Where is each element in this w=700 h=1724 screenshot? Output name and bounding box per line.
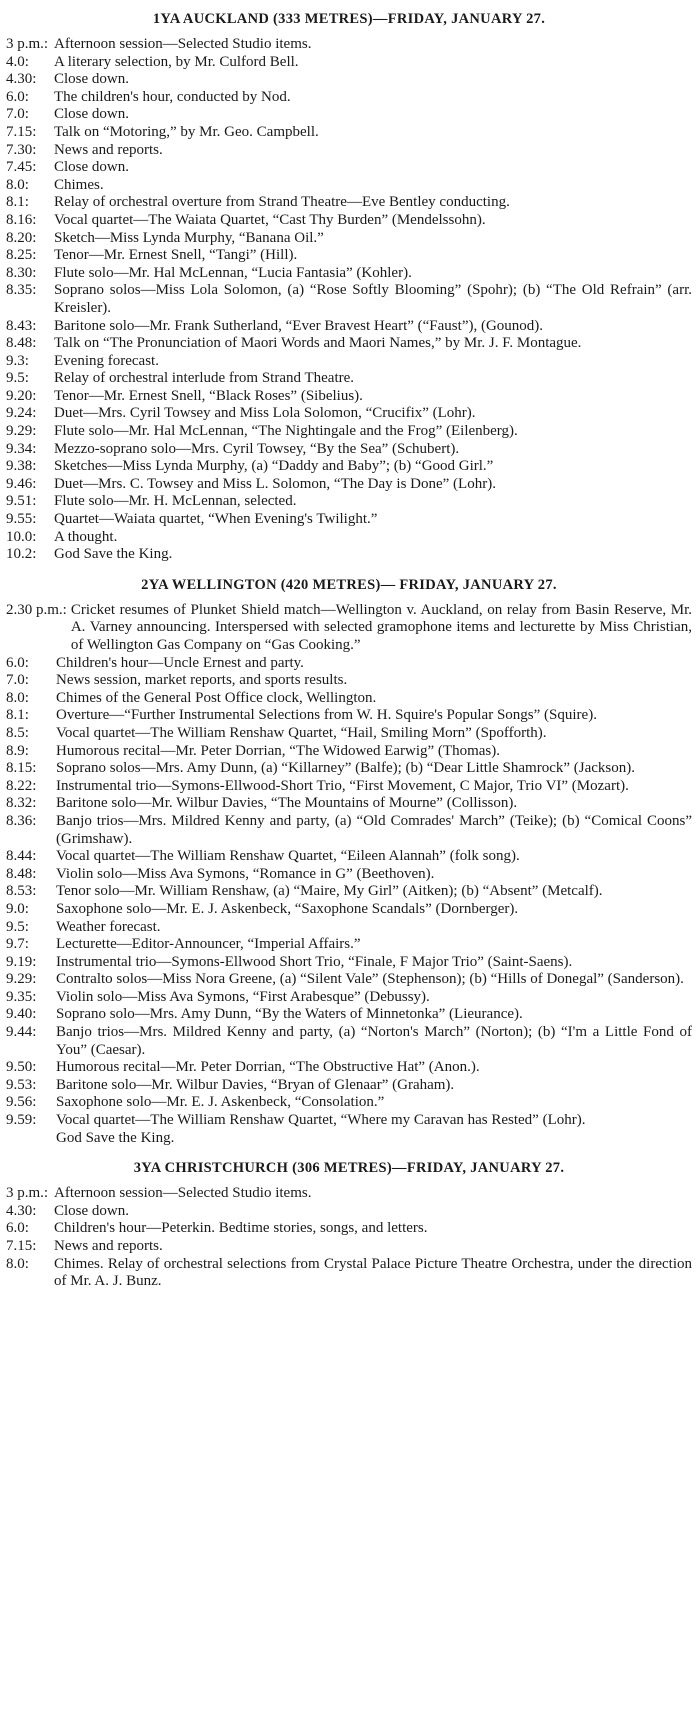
entry-text: Violin solo—Miss Ava Symons, “Romance in G” (Beethoven). [56, 865, 435, 882]
programme-entry [6, 1185, 692, 1203]
entry-time: 8.9: [6, 742, 29, 759]
entry-text: Soprano solos—Miss Lola Solomon, (a) “Rose Softly Blooming” (Spohr); (b) “The Old Refrain” (arr. Kreisler). [54, 282, 692, 316]
entry-time: 8.48: [6, 335, 37, 352]
programme-entry [6, 707, 692, 725]
entry-list [6, 602, 692, 1147]
entry-time: 8.48: [6, 865, 37, 882]
programme-entry [6, 476, 692, 494]
programme-entry [6, 954, 692, 972]
programme-entry [6, 989, 692, 1007]
programme-entry [6, 529, 692, 547]
entry-text: Talk on “The Pronunciation of Maori Words and Maori Names,” by Mr. J. F. Montague. [54, 335, 582, 352]
programme-entry [6, 124, 692, 142]
entry-time: 6.0: [6, 654, 29, 671]
entry-time: 8.44: [6, 848, 37, 865]
entry-text: God Save the King. [56, 1129, 175, 1146]
section-heading: 3YA CHRISTCHURCH (306 METRES)—FRIDAY, JANUARY 27. [133, 1160, 565, 1177]
programme-entry [6, 725, 692, 743]
entry-text: Baritone solo—Mr. Wilbur Davies, “Bryan of Glenaar” (Graham). [56, 1076, 455, 1093]
entry-time: 8.36: [6, 812, 37, 829]
entry-time: 9.24: [6, 405, 37, 422]
programme-entry [6, 493, 692, 511]
entry-time: 9.29: [6, 971, 37, 988]
entry-time: 3 p.m.: [6, 36, 49, 52]
programme-entry [6, 672, 692, 690]
entry-text: Tenor—Mr. Ernest Snell, “Black Roses” (Sibelius). [54, 387, 363, 404]
entry-time: 3 p.m.: [6, 1185, 49, 1202]
entry-text: Close down. [54, 106, 129, 123]
programme-entry [6, 353, 692, 371]
entry-text: Baritone solo—Mr. Wilbur Davies, “The Mountains of Mourne” (Collisson). [56, 795, 518, 812]
entry-text: Sketch—Miss Lynda Murphy, “Banana Oil.” [54, 229, 324, 246]
entry-text: Instrumental trio—Symons-Ellwood-Short Trio, “First Movement, C Major, Trio VI” (Mozart). [56, 777, 629, 794]
entry-text: Overture—“Further Instrumental Selections from W. H. Squire's Popular Songs” (Squire). [56, 707, 597, 724]
programme-entry [6, 1238, 692, 1256]
entry-text: Soprano solo—Mrs. Amy Dunn, “By the Waters of Minnetonka” (Lieurance). [56, 1006, 523, 1023]
entry-time: 10.0: [6, 528, 37, 545]
programme-entry [6, 405, 692, 423]
entry-text: Mezzo-soprano solo—Mrs. Cyril Towsey, “By the Sea” (Schubert). [54, 440, 460, 457]
entry-time: 10.2: [6, 546, 37, 563]
entry-text: Duet—Mrs. C. Towsey and Miss L. Solomon, “The Day is Done” (Lohr). [54, 475, 496, 492]
entry-text: Evening forecast. [54, 352, 159, 369]
entry-time: 8.25: [6, 247, 37, 264]
entry-time: 9.56: [6, 1094, 37, 1111]
programme-entry [6, 901, 692, 919]
programme-entry [6, 1024, 692, 1059]
entry-text: Violin solo—Miss Ava Symons, “First Arabesque” (Debussy). [56, 988, 430, 1005]
section-3ya-christchurch [6, 1157, 692, 1291]
entry-text: Close down. [54, 159, 129, 176]
entry-text: Lecturette—Editor-Announcer, “Imperial Affairs.” [56, 936, 361, 953]
entry-text: News and reports. [54, 141, 163, 158]
entry-text: A thought. [54, 528, 118, 545]
programme-entry [6, 318, 692, 336]
entry-time: 8.30: [6, 264, 37, 281]
entry-text: Close down. [54, 71, 129, 88]
entry-text: Chimes. Relay of orchestral selections from Crystal Palace Picture Theatre Orchestra, under the direction of Mr. A. J. Bunz. [54, 1255, 692, 1290]
programme-entry [6, 1077, 692, 1095]
entry-time: 8.0: [6, 689, 29, 706]
programme-entry [6, 441, 692, 459]
programme-entry [6, 177, 692, 195]
entry-text: The children's hour, conducted by Nod. [54, 88, 291, 105]
programme-entry [6, 1112, 692, 1130]
entry-time: 7.30: [6, 141, 37, 158]
entry-text: News session, market reports, and sports results. [56, 672, 348, 689]
entry-time: 8.35: [6, 282, 37, 299]
programme-entry [6, 89, 692, 107]
entry-time: 6.0: [6, 88, 29, 105]
entry-text: Relay of orchestral overture from Strand Theatre—Eve Bentley conducting. [54, 194, 510, 211]
entry-text: Banjo trios—Mrs. Mildred Kenny and party, (a) “Norton's March” (Norton); (b) “I'm a Little Fond of You” (Caesar). [56, 1024, 692, 1058]
entry-text: A literary selection, by Mr. Culford Bell. [54, 53, 299, 70]
programme-entry [6, 212, 692, 230]
entry-time: 4.30: [6, 1202, 37, 1219]
entry-time: 9.5: [6, 370, 29, 387]
entry-time: 9.51: [6, 493, 37, 510]
programme-entry [6, 194, 692, 212]
entry-time: 9.20: [6, 387, 37, 404]
entry-text: Cricket resumes of Plunket Shield match—Wellington v. Auckland, on relay from Basin Reserve, Mr. A. Varney announcing. Interspersed with selected gramophone items and lecturette by Miss Christian, of Wellington Gas Company on “Gas Cooking.” [70, 601, 692, 653]
programme-entry [6, 848, 692, 866]
entry-text: Instrumental trio—Symons-Ellwood Short Trio, “Finale, F Major Trio” (Saint-Saens). [56, 953, 573, 970]
entry-time: 8.16: [6, 211, 37, 228]
programme-entry [6, 760, 692, 778]
entry-time: 9.35: [6, 988, 37, 1005]
programme-entry [6, 159, 692, 177]
entry-time: 9.19: [6, 953, 37, 970]
programme-entry [6, 602, 692, 655]
entry-text: Flute solo—Mr. Hal McLennan, “Lucia Fantasia” (Kohler). [54, 264, 412, 281]
section-heading: 1YA AUCKLAND (333 METRES)—FRIDAY, JANUARY 27. [152, 11, 546, 27]
programme-entry [6, 106, 692, 124]
programme-entry [6, 813, 692, 848]
programme-entry [6, 423, 692, 441]
entry-text: Weather forecast. [56, 918, 161, 935]
entry-time: 9.50: [6, 1059, 37, 1076]
entry-time: 8.5: [6, 724, 29, 741]
entry-time: 8.20: [6, 229, 37, 246]
entry-time: 9.29: [6, 423, 37, 440]
programme-entry [6, 1006, 692, 1024]
entry-time: 9.44: [6, 1024, 37, 1041]
section-2ya-wellington [6, 574, 692, 1147]
entry-text: Sketches—Miss Lynda Murphy, (a) “Daddy and Baby”; (b) “Good Girl.” [54, 458, 494, 475]
entry-time: 4.30: [6, 71, 37, 88]
entry-time: 8.15: [6, 760, 37, 777]
programme-entry [6, 1094, 692, 1112]
programme-entry [6, 388, 692, 406]
programme-entry [6, 795, 692, 813]
programme-entry [6, 370, 692, 388]
entry-text: Saxophone solo—Mr. E. J. Askenbeck, “Consolation.” [56, 1094, 385, 1111]
entry-list [6, 36, 692, 564]
entry-time: 9.53: [6, 1076, 37, 1093]
entry-text: Chimes. [54, 176, 104, 193]
programme-entry [6, 690, 692, 708]
entry-time: 9.59: [6, 1112, 37, 1129]
entry-time: 9.5: [6, 918, 29, 935]
programme-entry [6, 883, 692, 901]
entry-time: 9.46: [6, 475, 37, 492]
entry-text: Flute solo—Mr. Hal McLennan, “The Nightingale and the Frog” (Eilenberg). [54, 423, 518, 440]
entry-time: 8.0: [6, 176, 29, 193]
entry-time: 7.0: [6, 672, 29, 689]
programme-entry [6, 778, 692, 796]
programme-entry [6, 743, 692, 761]
programme-entry [6, 36, 692, 54]
entry-time: 2.30 p.m.: [6, 601, 67, 618]
entry-text: Saxophone solo—Mr. E. J. Askenbeck, “Saxophone Scandals” (Dornberger). [56, 900, 519, 917]
entry-time: 8.1: [6, 194, 29, 211]
entry-text: News and reports. [54, 1238, 163, 1254]
entry-text: Soprano solos—Mrs. Amy Dunn, (a) “Killarney” (Balfe); (b) “Dear Little Shamrock” (Jackson). [56, 760, 636, 777]
entry-time: 9.34: [6, 440, 37, 457]
entry-text: Tenor solo—Mr. William Renshaw, (a) “Maire, My Girl” (Aitken); (b) “Absent” (Metcalf). [56, 883, 603, 900]
programme-entry [6, 282, 692, 317]
entry-time: 7.15: [6, 123, 37, 140]
programme-entry [6, 971, 692, 989]
programme-entry [6, 458, 692, 476]
entry-text: Humorous recital—Mr. Peter Dorrian, “The Obstructive Hat” (Anon.). [56, 1059, 480, 1076]
programme-entry [6, 936, 692, 954]
programme-entry [6, 142, 692, 160]
entry-text: Humorous recital—Mr. Peter Dorrian, “The Widowed Earwig” (Thomas). [56, 742, 500, 759]
programme-entry [6, 1220, 692, 1238]
entry-text: Children's hour—Uncle Ernest and party. [56, 654, 304, 671]
entry-text: Baritone solo—Mr. Frank Sutherland, “Ever Bravest Heart” (“Faust”), (Gounod). [54, 317, 544, 334]
entry-time: 8.1: [6, 707, 29, 724]
entry-text: Afternoon session—Selected Studio items. [54, 36, 312, 52]
entry-time: 8.43: [6, 317, 37, 334]
programme-entry [6, 71, 692, 89]
programme-entry [6, 655, 692, 673]
entry-text: Tenor—Mr. Ernest Snell, “Tangi” (Hill). [54, 247, 298, 264]
programme-entry [6, 1203, 692, 1221]
entry-text: Chimes of the General Post Office clock, Wellington. [56, 689, 377, 706]
entry-text: Duet—Mrs. Cyril Towsey and Miss Lola Solomon, “Crucifix” (Lohr). [54, 405, 476, 422]
entry-text: Vocal quartet—The Waiata Quartet, “Cast Thy Burden” (Mendelssohn). [54, 211, 486, 228]
entry-text: Vocal quartet—The William Renshaw Quartet, “Hail, Smiling Morn” (Spofforth). [56, 724, 547, 741]
programme-entry [6, 1059, 692, 1077]
entry-time: 6.0: [6, 1220, 29, 1237]
entry-text: God Save the King. [54, 546, 173, 563]
entry-time: 8.22: [6, 777, 37, 794]
entry-text: Children's hour—Peterkin. Bedtime stories, songs, and letters. [54, 1220, 428, 1237]
programme-entry [6, 1256, 692, 1291]
entry-time: 9.38: [6, 458, 37, 475]
entry-list [6, 1185, 692, 1291]
entry-time: 8.0: [6, 1255, 29, 1272]
entry-time: 9.7: [6, 936, 29, 953]
programme-entry [6, 1130, 692, 1148]
programme-entry [6, 265, 692, 283]
programme-entry [6, 511, 692, 529]
section-heading: 2YA WELLINGTON (420 METRES)— FRIDAY, JANUARY 27. [141, 576, 557, 593]
entry-time: 9.40: [6, 1006, 37, 1023]
programme-entry [6, 919, 692, 937]
entry-time: 8.53: [6, 883, 37, 900]
entry-time: 9.55: [6, 511, 37, 528]
entry-time: 8.32: [6, 795, 37, 812]
programme-entry [6, 247, 692, 265]
entry-text: Vocal quartet—The William Renshaw Quartet, “Where my Caravan has Rested” (Lohr). [56, 1112, 586, 1129]
programme-entry [6, 546, 692, 564]
entry-time: 9.0: [6, 900, 29, 917]
entry-text: Flute solo—Mr. H. McLennan, selected. [54, 493, 297, 510]
entry-text: Talk on “Motoring,” by Mr. Geo. Campbell. [54, 123, 319, 140]
programme-entry [6, 335, 692, 353]
programme-entry [6, 866, 692, 884]
entry-time: 9.3: [6, 352, 29, 369]
entry-time: 4.0: [6, 53, 29, 70]
entry-time: 7.0: [6, 106, 29, 123]
entry-text: Vocal quartet—The William Renshaw Quartet, “Eileen Alannah” (folk song). [56, 848, 520, 865]
programme-entry [6, 54, 692, 72]
entry-text: Contralto solos—Miss Nora Greene, (a) “Silent Vale” (Stephenson); (b) “Hills of Donegal” (Sanderson). [56, 971, 684, 988]
entry-time: 7.15: [6, 1238, 37, 1254]
entry-text: Banjo trios—Mrs. Mildred Kenny and party, (a) “Old Comrades' March” (Teike); (b) “Comical Coons” (Grimshaw). [56, 812, 692, 847]
section-1ya-auckland [6, 8, 692, 564]
entry-time: 7.45: [6, 159, 37, 176]
entry-text: Quartet—Waiata quartet, “When Evening's Twilight.” [54, 511, 378, 528]
entry-text: Afternoon session—Selected Studio items. [54, 1185, 312, 1202]
entry-text: Close down. [54, 1202, 129, 1219]
entry-text: Relay of orchestral interlude from Strand Theatre. [54, 370, 355, 387]
programme-entry [6, 230, 692, 248]
